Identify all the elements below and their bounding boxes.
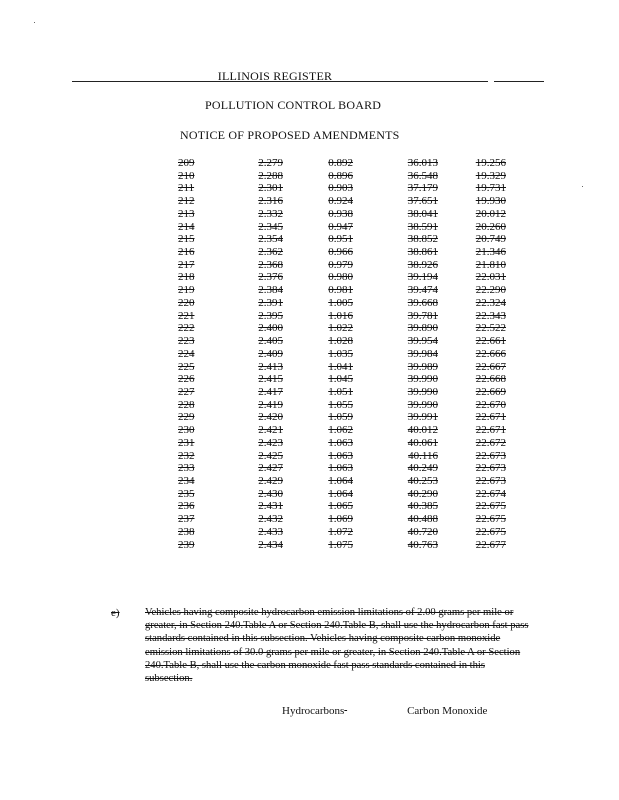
cell-value-d: 22.522 xyxy=(475,322,506,335)
cell-value-c: 39.984 xyxy=(407,347,438,360)
cell-value-c: 40.249 xyxy=(407,462,438,475)
cell-row-number: 238 xyxy=(178,525,195,538)
cell-value-b: 0.951 xyxy=(328,233,353,246)
table-row xyxy=(178,271,506,284)
cell-value-d: 22.674 xyxy=(475,487,506,500)
cell-value-c: 38.591 xyxy=(407,220,438,233)
cell-value-b: 1.065 xyxy=(328,500,353,513)
cell-value-c: 39.781 xyxy=(407,309,438,322)
table-row xyxy=(178,450,506,463)
cell-value-d: 22.668 xyxy=(475,373,506,386)
cell-row-number: 213 xyxy=(178,207,195,220)
cell-value-b: 1.005 xyxy=(328,296,353,309)
cell-value-a: 2.431 xyxy=(258,500,283,513)
cell-row-number: 218 xyxy=(178,271,195,284)
emission-table xyxy=(178,157,506,551)
table-row xyxy=(178,195,506,208)
cell-value-d: 22.667 xyxy=(475,360,506,373)
cell-value-a: 2.354 xyxy=(258,233,283,246)
notice-heading: NOTICE OF PROPOSED AMENDMENTS xyxy=(180,128,400,142)
table-row xyxy=(178,297,506,310)
cell-value-b: 1.063 xyxy=(328,449,353,462)
cell-value-b: 0.896 xyxy=(328,169,353,182)
cell-value-b: 0.892 xyxy=(328,157,353,169)
cell-value-d: 20.012 xyxy=(475,207,506,220)
cell-value-b: 1.022 xyxy=(328,322,353,335)
table-row xyxy=(178,361,506,374)
cell-value-d: 22.290 xyxy=(475,284,506,297)
cell-value-a: 2.362 xyxy=(258,246,283,259)
scan-speck xyxy=(582,186,583,187)
cell-value-a: 2.332 xyxy=(258,207,283,220)
cell-value-c: 39.989 xyxy=(407,360,438,373)
cell-row-number: 220 xyxy=(178,296,195,309)
cell-row-number: 216 xyxy=(178,246,195,259)
cell-value-a: 2.391 xyxy=(258,296,283,309)
cell-value-a: 2.429 xyxy=(258,474,283,487)
cell-value-a: 2.279 xyxy=(258,157,283,169)
cell-value-c: 38.926 xyxy=(407,258,438,271)
table-row xyxy=(178,221,506,234)
cell-value-b: 0.981 xyxy=(328,284,353,297)
cell-value-b: 0.980 xyxy=(328,271,353,284)
cell-value-d: 19.329 xyxy=(475,169,506,182)
cell-value-c: 36.013 xyxy=(407,157,438,169)
cell-value-a: 2.413 xyxy=(258,360,283,373)
cell-value-a: 2.345 xyxy=(258,220,283,233)
cell-value-a: 2.430 xyxy=(258,487,283,500)
cell-value-a: 2.400 xyxy=(258,322,283,335)
table-row xyxy=(178,348,506,361)
table-row xyxy=(178,246,506,259)
table-row xyxy=(178,310,506,323)
cell-value-c: 40.488 xyxy=(407,513,438,526)
cell-value-c: 40.116 xyxy=(408,449,438,462)
table-row xyxy=(178,335,506,348)
cell-row-number: 209 xyxy=(178,157,195,169)
cell-value-d: 22.675 xyxy=(475,500,506,513)
board-name: POLLUTION CONTROL BOARD xyxy=(205,98,382,112)
cell-value-c: 40.253 xyxy=(407,474,438,487)
table-row xyxy=(178,437,506,450)
cell-value-a: 2.395 xyxy=(258,309,283,322)
cell-value-b: 0.947 xyxy=(328,220,353,233)
register-title: ILLINOIS REGISTER xyxy=(217,69,333,83)
cell-value-c: 39.668 xyxy=(407,296,438,309)
column-headers xyxy=(282,705,487,717)
cell-value-a: 2.368 xyxy=(258,258,283,271)
cell-row-number: 212 xyxy=(178,195,195,208)
cell-row-number: 239 xyxy=(178,538,195,551)
cell-value-c: 39.990 xyxy=(407,398,438,411)
carbon-monoxide-header: Carbon Monoxide xyxy=(407,705,488,717)
cell-row-number: 231 xyxy=(178,436,195,449)
cell-row-number: 237 xyxy=(178,513,195,526)
cell-value-d: 22.672 xyxy=(475,436,506,449)
cell-row-number: 227 xyxy=(178,385,195,398)
cell-value-d: 21.346 xyxy=(475,246,506,259)
cell-value-b: 1.028 xyxy=(328,335,353,348)
table-row xyxy=(178,539,506,552)
cell-value-a: 2.425 xyxy=(258,449,283,462)
cell-value-d: 22.673 xyxy=(475,449,506,462)
cell-value-b: 1.072 xyxy=(328,525,353,538)
cell-value-b: 0.938 xyxy=(328,207,353,220)
cell-value-d: 22.670 xyxy=(475,398,506,411)
cell-value-b: 1.059 xyxy=(328,411,353,424)
cell-value-d: 22.673 xyxy=(475,462,506,475)
cell-value-b: 0.924 xyxy=(328,195,353,208)
cell-value-c: 38.852 xyxy=(407,233,438,246)
cell-value-b: 1.064 xyxy=(328,487,353,500)
table-row xyxy=(178,284,506,297)
cell-value-c: 39.990 xyxy=(407,385,438,398)
cell-value-d: 22.661 xyxy=(475,335,506,348)
cell-row-number: 223 xyxy=(178,335,195,348)
cell-value-b: 0.966 xyxy=(328,246,353,259)
cell-row-number: 219 xyxy=(178,284,195,297)
table-row xyxy=(178,322,506,335)
table-row xyxy=(178,259,506,272)
cell-value-c: 39.954 xyxy=(407,335,438,348)
cell-row-number: 226 xyxy=(178,373,195,386)
cell-value-b: 1.069 xyxy=(328,513,353,526)
table-row xyxy=(178,373,506,386)
cell-value-a: 2.301 xyxy=(258,182,283,195)
cell-value-a: 2.432 xyxy=(258,513,283,526)
table-row xyxy=(178,399,506,412)
cell-value-c: 40.720 xyxy=(407,525,438,538)
cell-row-number: 232 xyxy=(178,449,195,462)
cell-value-b: 1.045 xyxy=(328,373,353,386)
cell-row-number: 236 xyxy=(178,500,195,513)
cell-row-number: 224 xyxy=(178,347,195,360)
cell-value-d: 20.749 xyxy=(475,233,506,246)
cell-value-c: 36.548 xyxy=(407,169,438,182)
cell-value-b: 0.979 xyxy=(328,258,353,271)
cell-value-a: 2.415 xyxy=(258,373,283,386)
cell-row-number: 229 xyxy=(178,411,195,424)
table-row xyxy=(178,170,506,183)
table-row xyxy=(178,424,506,437)
cell-value-a: 2.288 xyxy=(258,169,283,182)
cell-row-number: 217 xyxy=(178,258,195,271)
cell-value-c: 39.990 xyxy=(407,373,438,386)
scan-speck xyxy=(34,22,35,23)
cell-value-d: 20.260 xyxy=(475,220,506,233)
cell-value-b: 0.903 xyxy=(328,182,353,195)
cell-value-b: 1.051 xyxy=(328,385,353,398)
cell-row-number: 225 xyxy=(178,360,195,373)
cell-value-a: 2.376 xyxy=(258,271,283,284)
table-row xyxy=(178,233,506,246)
cell-value-c: 39.991 xyxy=(407,411,438,424)
cell-value-d: 22.666 xyxy=(475,347,506,360)
cell-row-number: 234 xyxy=(178,474,195,487)
cell-row-number: 228 xyxy=(178,398,195,411)
table-row xyxy=(178,526,506,539)
cell-row-number: 215 xyxy=(178,233,195,246)
cell-value-c: 40.012 xyxy=(407,424,438,437)
cell-row-number: 211 xyxy=(178,182,195,195)
cell-value-c: 38.861 xyxy=(407,246,438,259)
paragraph-text: Vehicles having composite hydrocarbon emission limitations of 2.00 grams per mile or greater, in Section 240.Table A or Section 240.Table B, shall use the hydrocarbon fast pass standards contained in this subsection. Vehicles having composite carbon monoxide emission limitations of 30.0 grams per mile or greater, in Section 240.Table A or Section 240.Table B, shall use the carbon monoxide fast pass standards contained in this subsection. xyxy=(145,607,529,685)
cell-value-c: 37.651 xyxy=(407,195,438,208)
table-row xyxy=(178,500,506,513)
cell-value-a: 2.384 xyxy=(258,284,283,297)
cell-value-d: 22.677 xyxy=(475,538,506,551)
cell-value-d: 22.669 xyxy=(475,385,506,398)
cell-value-a: 2.405 xyxy=(258,335,283,348)
cell-row-number: 214 xyxy=(178,220,195,233)
cell-value-b: 1.063 xyxy=(328,462,353,475)
cell-value-a: 2.423 xyxy=(258,436,283,449)
cell-value-b: 1.016 xyxy=(328,309,353,322)
cell-value-c: 39.890 xyxy=(407,322,438,335)
table-row xyxy=(178,208,506,221)
cell-value-b: 1.062 xyxy=(328,424,353,437)
cell-value-d: 22.031 xyxy=(475,271,506,284)
cell-value-a: 2.427 xyxy=(258,462,283,475)
cell-value-c: 39.194 xyxy=(407,271,438,284)
cell-value-c: 37.179 xyxy=(407,182,438,195)
cell-value-a: 2.421 xyxy=(258,424,283,437)
cell-row-number: 235 xyxy=(178,487,195,500)
cell-value-c: 39.474 xyxy=(407,284,438,297)
cell-value-a: 2.433 xyxy=(258,525,283,538)
cell-value-c: 40.763 xyxy=(407,538,438,551)
cell-value-a: 2.409 xyxy=(258,347,283,360)
cell-row-number: 233 xyxy=(178,462,195,475)
table-row xyxy=(178,475,506,488)
cell-value-d: 22.324 xyxy=(475,296,506,309)
cell-value-a: 2.434 xyxy=(258,538,283,551)
cell-value-d: 19.256 xyxy=(475,157,506,169)
cell-value-d: 21.810 xyxy=(475,258,506,271)
cell-value-d: 19.930 xyxy=(475,195,506,208)
table-row xyxy=(178,462,506,475)
table-row xyxy=(178,386,506,399)
cell-value-c: 40.290 xyxy=(407,487,438,500)
cell-row-number: 222 xyxy=(178,322,195,335)
cell-row-number: 230 xyxy=(178,424,195,437)
table-row xyxy=(178,411,506,424)
cell-value-b: 1.035 xyxy=(328,347,353,360)
hydrocarbons-header: Hydrocarbons xyxy=(282,705,345,717)
cell-value-a: 2.420 xyxy=(258,411,283,424)
cell-value-b: 1.063 xyxy=(328,436,353,449)
cell-value-b: 1.075 xyxy=(328,538,353,551)
cell-value-d: 19.731 xyxy=(475,182,506,195)
table-row xyxy=(178,513,506,526)
table-row xyxy=(178,488,506,501)
cell-value-c: 38.041 xyxy=(407,207,438,220)
cell-row-number: 210 xyxy=(178,169,195,182)
cell-value-c: 40.061 xyxy=(407,436,438,449)
cell-value-d: 22.343 xyxy=(475,309,506,322)
cell-value-a: 2.419 xyxy=(258,398,283,411)
cell-value-d: 22.675 xyxy=(475,525,506,538)
header-rule-left xyxy=(72,81,192,82)
paragraph-letter: e) xyxy=(111,607,120,619)
cell-value-d: 22.673 xyxy=(475,474,506,487)
table-row xyxy=(178,157,506,170)
cell-value-b: 1.064 xyxy=(328,474,353,487)
cell-value-b: 1.055 xyxy=(328,398,353,411)
header-rule-right xyxy=(494,81,544,82)
cell-value-a: 2.316 xyxy=(258,195,283,208)
cell-value-b: 1.041 xyxy=(328,360,353,373)
cell-row-number: 221 xyxy=(178,309,195,322)
cell-value-c: 40.385 xyxy=(407,500,438,513)
cell-value-d: 22.675 xyxy=(475,513,506,526)
cell-value-d: 22.671 xyxy=(475,411,506,424)
cell-value-a: 2.417 xyxy=(258,385,283,398)
table-row xyxy=(178,182,506,195)
cell-value-d: 22.671 xyxy=(475,424,506,437)
